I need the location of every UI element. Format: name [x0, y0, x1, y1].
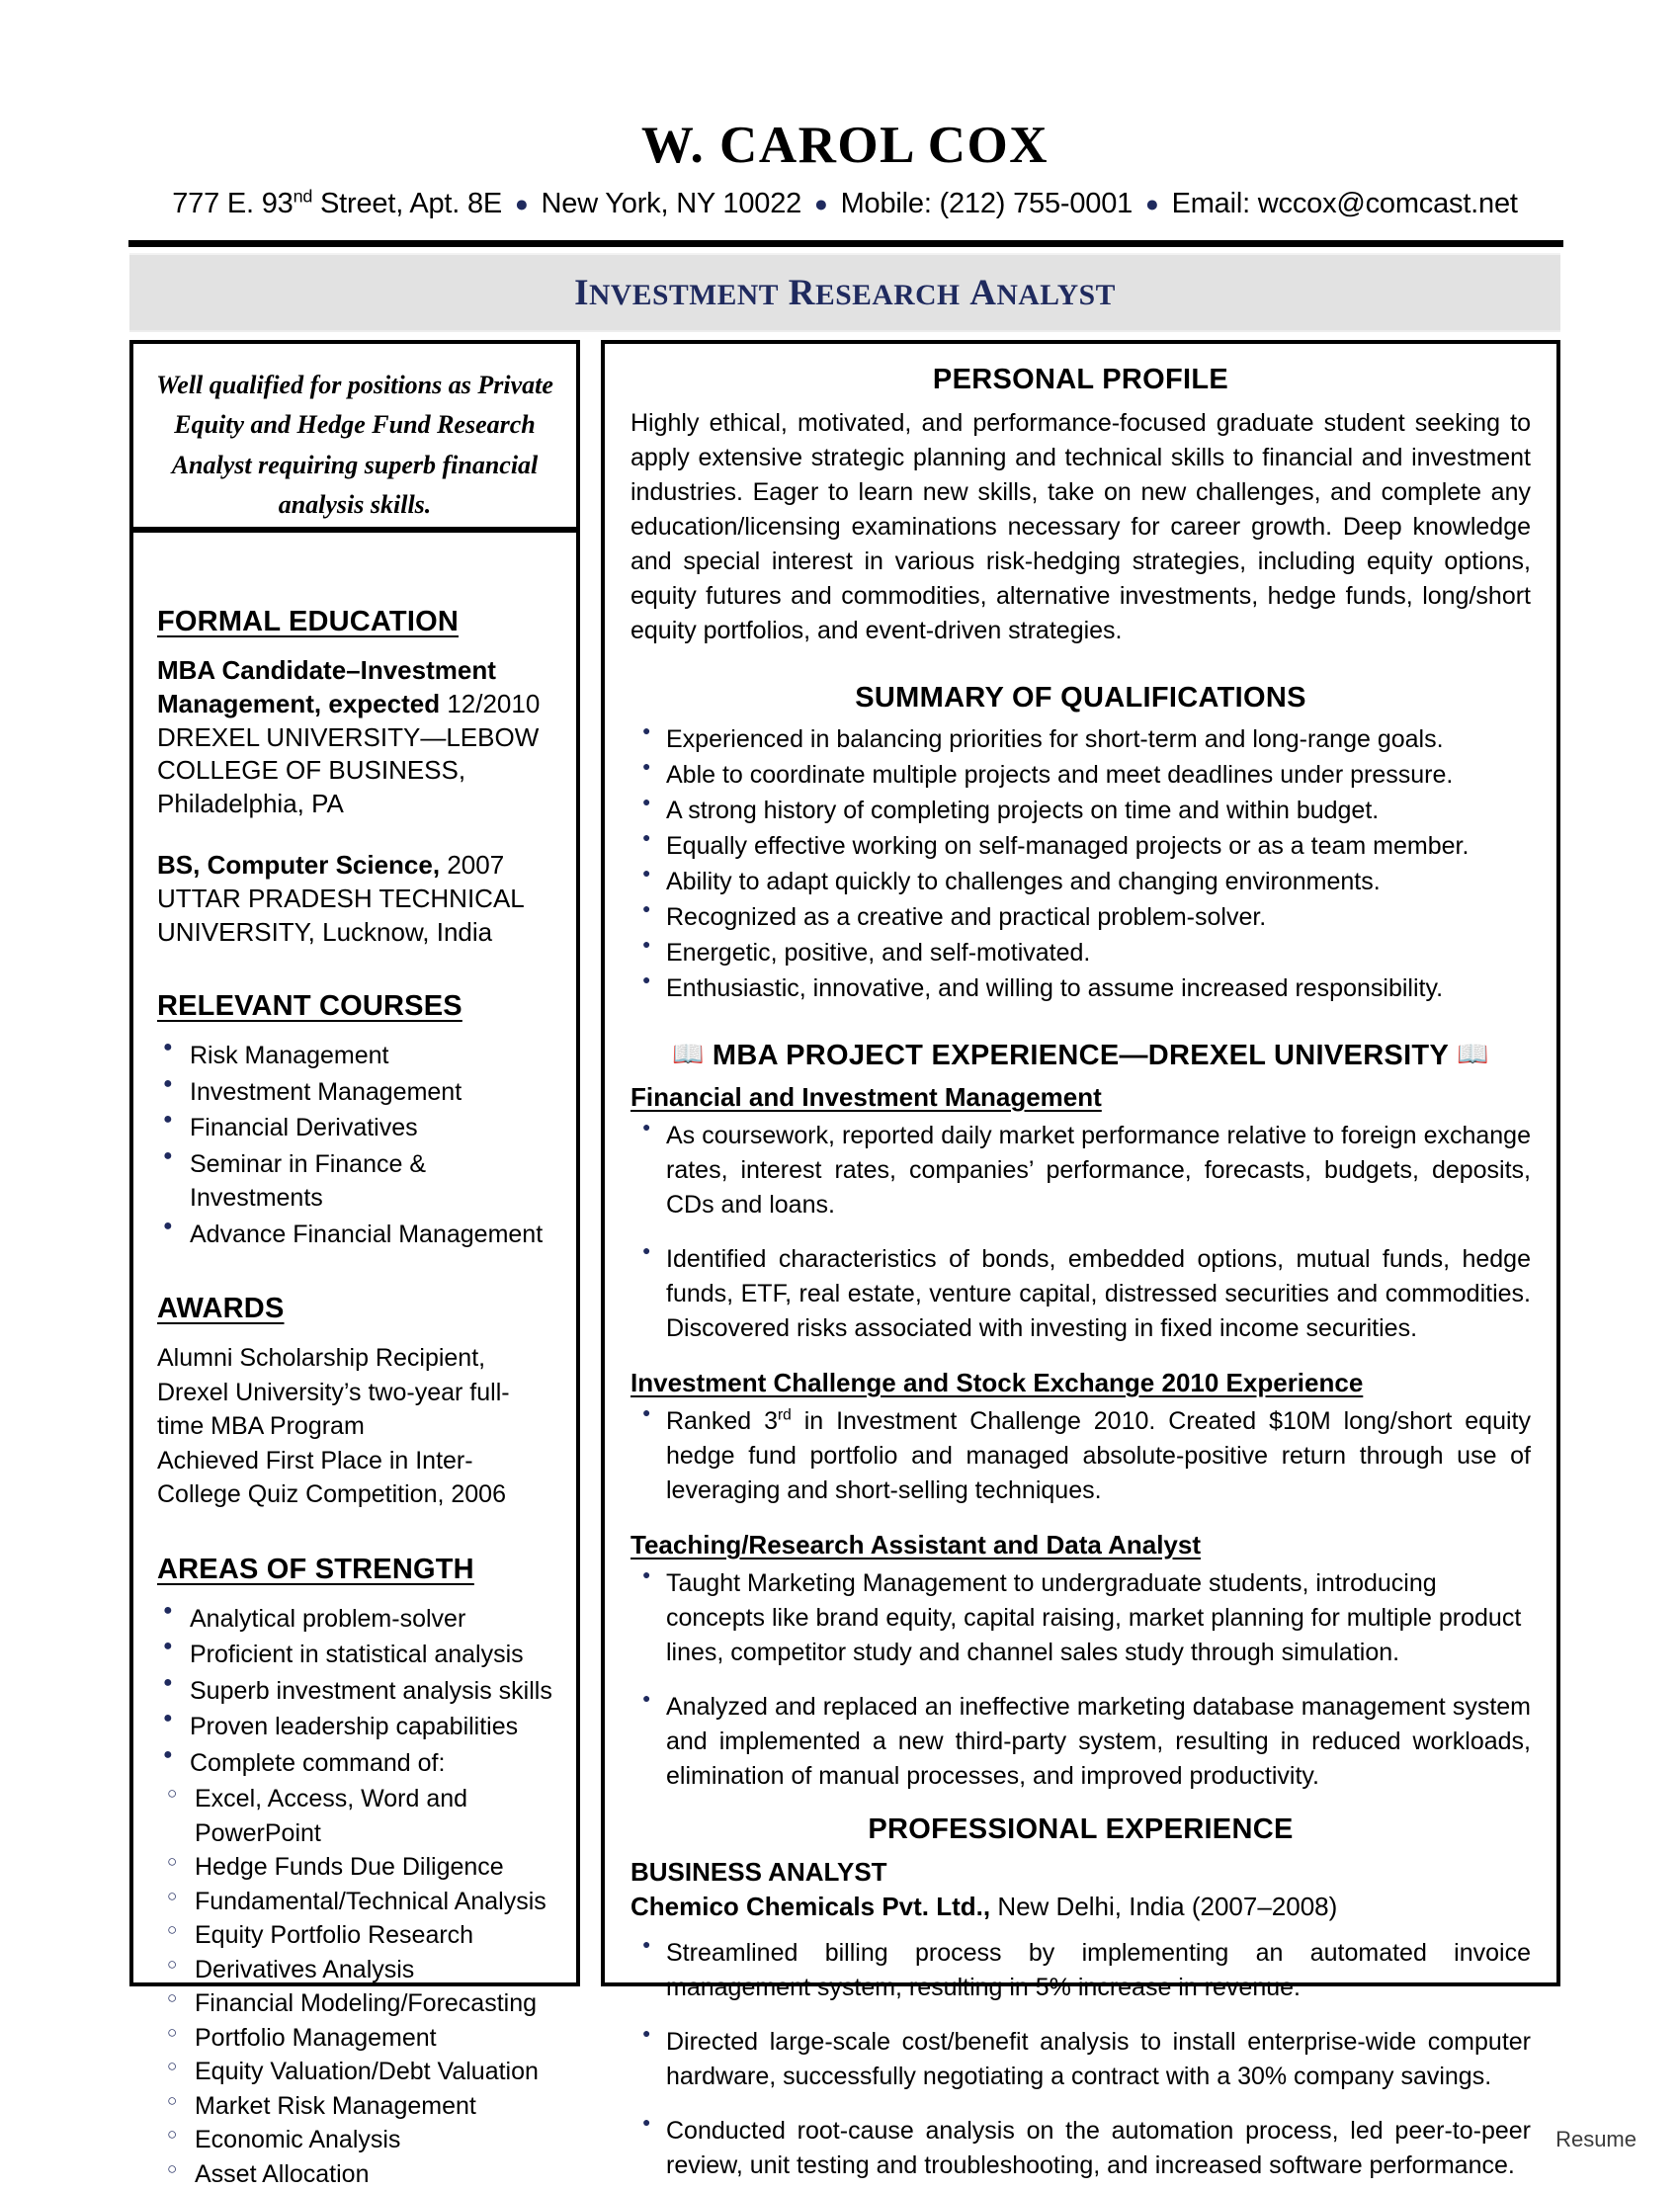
title-word-3: NALYST	[996, 279, 1116, 311]
section-heading-awards: AWARDS	[157, 1293, 285, 1325]
award-entry: Alumni Scholarship Recipient, Drexel University’s two-year full-time MBA Program	[157, 1344, 510, 1441]
section-heading-relevant-courses: RELEVANT COURSES	[157, 990, 462, 1023]
job-title-text	[574, 272, 1116, 314]
objective-inner	[133, 344, 576, 527]
education-entry	[157, 849, 554, 949]
education-entry	[157, 654, 554, 821]
sub-list-item: ○ Hedge Funds Due Diligence	[157, 1850, 554, 1885]
list-item: ● Recognized as a creative and practical problem-solver.	[630, 900, 1531, 935]
title-word-1: NVESTMENT	[589, 279, 779, 311]
subsection-heading-financial-investment-management: Financial and Investment Management	[630, 1082, 1102, 1112]
sub-list-item: ○ Financial Modeling/Forecasting	[157, 1986, 554, 2021]
financial-investment-bullets	[630, 1119, 1531, 1346]
main-content-box	[601, 340, 1560, 2179]
education-degree-date: 2007	[447, 849, 505, 880]
sub-list-item: ○ Economic Analysis	[157, 2123, 554, 2157]
professional-experience-bullets	[630, 1936, 1531, 2183]
list-item: ● Able to coordinate multiple projects and meet deadlines under pressure.	[630, 758, 1531, 793]
areas-of-strength-list	[157, 1602, 554, 1781]
sub-list-item: ○ Derivatives Analysis	[157, 1953, 554, 1987]
education-degree-bold: BS, Computer Science,	[157, 849, 448, 880]
section-heading-formal-education: FORMAL EDUCATION	[157, 606, 459, 637]
sub-list-item: ○ Excel, Access, Word and PowerPoint	[157, 1782, 554, 1850]
list-item: ● Proficient in statistical analysis	[157, 1638, 554, 1672]
separator-dot-3: ●	[1144, 191, 1159, 217]
section-heading-personal-profile: PERSONAL PROFILE	[932, 364, 1229, 395]
street-ordinal-suffix: nd	[293, 185, 313, 206]
list-item: ● Advance Financial Management	[157, 1218, 554, 1252]
list-item: ● Analyzed and replaced an ineffective marketing database management system and implemented a new third-party system, resulting in reduced workloads, elimination of manual processes, and improved productivity.	[630, 1690, 1531, 1794]
title-word-2: ESEARCH	[814, 279, 961, 311]
separator-dot-1: ●	[514, 191, 529, 217]
title-initial-2: R	[788, 272, 815, 313]
list-item: ● Superb investment analysis skills	[157, 1674, 554, 1709]
objective-text: Well qualified for positions as Private Equity and Hedge Fund Research Analyst requiring superb financial analysis skills.	[156, 371, 553, 519]
summary-qualifications-list	[630, 722, 1531, 1006]
list-item: ● Conducted root-cause analysis on the automation process, led peer-to-peer review, unit testing and troubleshooting, and increased software performance.	[630, 2114, 1531, 2183]
job-title: BUSINESS ANALYST	[630, 1857, 887, 1887]
list-item: ● Energetic, positive, and self-motivated.	[630, 936, 1531, 970]
city-state-zip: New York, NY 10022	[533, 187, 809, 219]
education-degree-bold: MBA Candidate–Investment Management, expected	[157, 655, 496, 718]
list-item: ● Proven leadership capabilities	[157, 1710, 554, 1744]
investment-challenge-bullets	[630, 1404, 1531, 1508]
sub-list-item: ○ Market Risk Management	[157, 2089, 554, 2124]
list-item: ● Experienced in balancing priorities for short-term and long-range goals.	[630, 722, 1531, 757]
mba-heading-text: MBA PROJECT EXPERIENCE—DREXEL UNIVERSITY	[712, 1040, 1450, 1071]
list-item: ● As coursework, reported daily market performance relative to foreign exchange rates, interest rates, companies’ performance, forecasts, budgets, deposits, CDs and loans.	[630, 1119, 1531, 1222]
personal-profile-body: Highly ethical, motivated, and performance-focused graduate student seeking to apply extensive strategic planning and technical skills to financial and investment industries. Eager to learn new skills, take on new challenges, and complete any education/licensing examinations necessary for career growth. Deep knowledge and special interest in various risk-hedging strategies, including equity options, equity futures and commodities, alternative investments, hedge funds, long/short equity portfolios, and event-driven strategies.	[630, 409, 1531, 644]
list-item: ● Risk Management	[157, 1039, 554, 1073]
job-title-band	[129, 253, 1560, 332]
education-school: UTTAR PRADESH TECHNICAL UNIVERSITY, Lucknow, India	[157, 883, 524, 947]
candidate-name: W. CAROL COX	[640, 117, 1050, 174]
open-book-icon-left: 📖	[672, 1040, 705, 1069]
education-school: DREXEL UNIVERSITY—LEBOW COLLEGE OF BUSINESS, Philadelphia, PA	[157, 721, 540, 819]
list-item: ● Ability to adapt quickly to challenges and changing environments.	[630, 865, 1531, 899]
list-item: ● Equally effective working on self-managed projects or as a team member.	[630, 829, 1531, 864]
section-heading-areas-of-strength: AREAS OF STRENGTH	[157, 1553, 474, 1585]
job-company-line	[630, 1890, 1531, 1924]
section-heading-mba-project-experience	[630, 1040, 1531, 1072]
sub-list-item: ○ Asset Allocation	[157, 2157, 554, 2191]
education-degree-date: 12/2010	[447, 688, 541, 718]
street-rest: Street, Apt. 8E	[312, 187, 510, 219]
contact-line	[128, 185, 1561, 220]
list-item: ● Investment Management	[157, 1075, 554, 1110]
list-item: ● Analytical problem-solver	[157, 1602, 554, 1637]
subsection-heading-teaching-research-assistant: Teaching/Research Assistant and Data Analyst	[630, 1530, 1202, 1559]
mobile-number: Mobile: (212) 755-0001	[832, 187, 1140, 219]
sub-list-item: ○ Fundamental/Technical Analysis	[157, 1885, 554, 1919]
title-initial-3: A	[969, 272, 997, 313]
relevant-courses-list	[157, 1039, 554, 1251]
areas-of-strength-sub-list	[157, 1782, 554, 2191]
list-item: ● Directed large-scale cost/benefit analysis to install enterprise-wide computer hardware, successfully negotiating a contract with a 30% company savings.	[630, 2025, 1531, 2094]
company-location-dates: New Delhi, India (2007–2008)	[997, 1891, 1338, 1921]
list-item: ● Complete command of:	[157, 1746, 554, 1781]
sub-list-item: ○ Equity Valuation/Debt Valuation	[157, 2055, 554, 2089]
objective-box	[129, 340, 580, 531]
list-item: ● Ranked 3rd in Investment Challenge 2010. Created $10M long/short equity hedge fund portfolio and managed absolute-positive return through use of leveraging and short-selling techniques.	[630, 1404, 1531, 1508]
sub-list-item: ○ Portfolio Management	[157, 2021, 554, 2056]
list-item: ● Taught Marketing Management to undergraduate students, introducing concepts like brand equity, capital raising, market planning for multiple product lines, competitor study and channel sales study through simulation.	[630, 1566, 1531, 1670]
list-item: ● Seminar in Finance & Investments	[157, 1147, 554, 1216]
list-item: ● Identified characteristics of bonds, embedded options, mutual funds, hedge funds, ETF, real estate, venture capital, distressed securities and commodities. Discovered risks associated with investing in fixed income securities.	[630, 1242, 1531, 1346]
email-address: Email: wccox@comcast.net	[1163, 187, 1518, 219]
teaching-research-bullets	[630, 1566, 1531, 1794]
list-item: ● Streamlined billing process by implementing an automated invoice management system, resulting in 5% increase in revenue.	[630, 1936, 1531, 2005]
header-divider-rule	[128, 240, 1563, 247]
resume-header	[128, 119, 1561, 220]
section-heading-professional-experience: PROFESSIONAL EXPERIENCE	[868, 1813, 1294, 1845]
award-entry: Achieved First Place in Inter-College Quiz Competition, 2006	[157, 1446, 506, 1509]
title-initial-1: I	[574, 272, 590, 313]
section-heading-summary-of-qualifications: SUMMARY OF QUALIFICATIONS	[855, 682, 1306, 714]
education-degree	[157, 849, 554, 883]
list-item: ● A strong history of completing projects on time and within budget.	[630, 794, 1531, 828]
page-watermark: Resume	[1555, 2127, 1637, 2151]
sidebar-box	[129, 529, 580, 2188]
sub-list-item: ○ Equity Portfolio Research	[157, 1918, 554, 1953]
open-book-icon-right: 📖	[1457, 1040, 1489, 1069]
street-number: 777 E. 93	[172, 187, 294, 219]
education-degree	[157, 654, 554, 721]
list-item: ● Financial Derivatives	[157, 1111, 554, 1145]
subsection-heading-investment-challenge: Investment Challenge and Stock Exchange 2010 Experience	[630, 1368, 1364, 1397]
list-item: ● Enthusiastic, innovative, and willing to assume increased responsibility.	[630, 971, 1531, 1006]
separator-dot-2: ●	[813, 191, 828, 217]
company-name: Chemico Chemicals Pvt. Ltd.,	[630, 1891, 998, 1921]
